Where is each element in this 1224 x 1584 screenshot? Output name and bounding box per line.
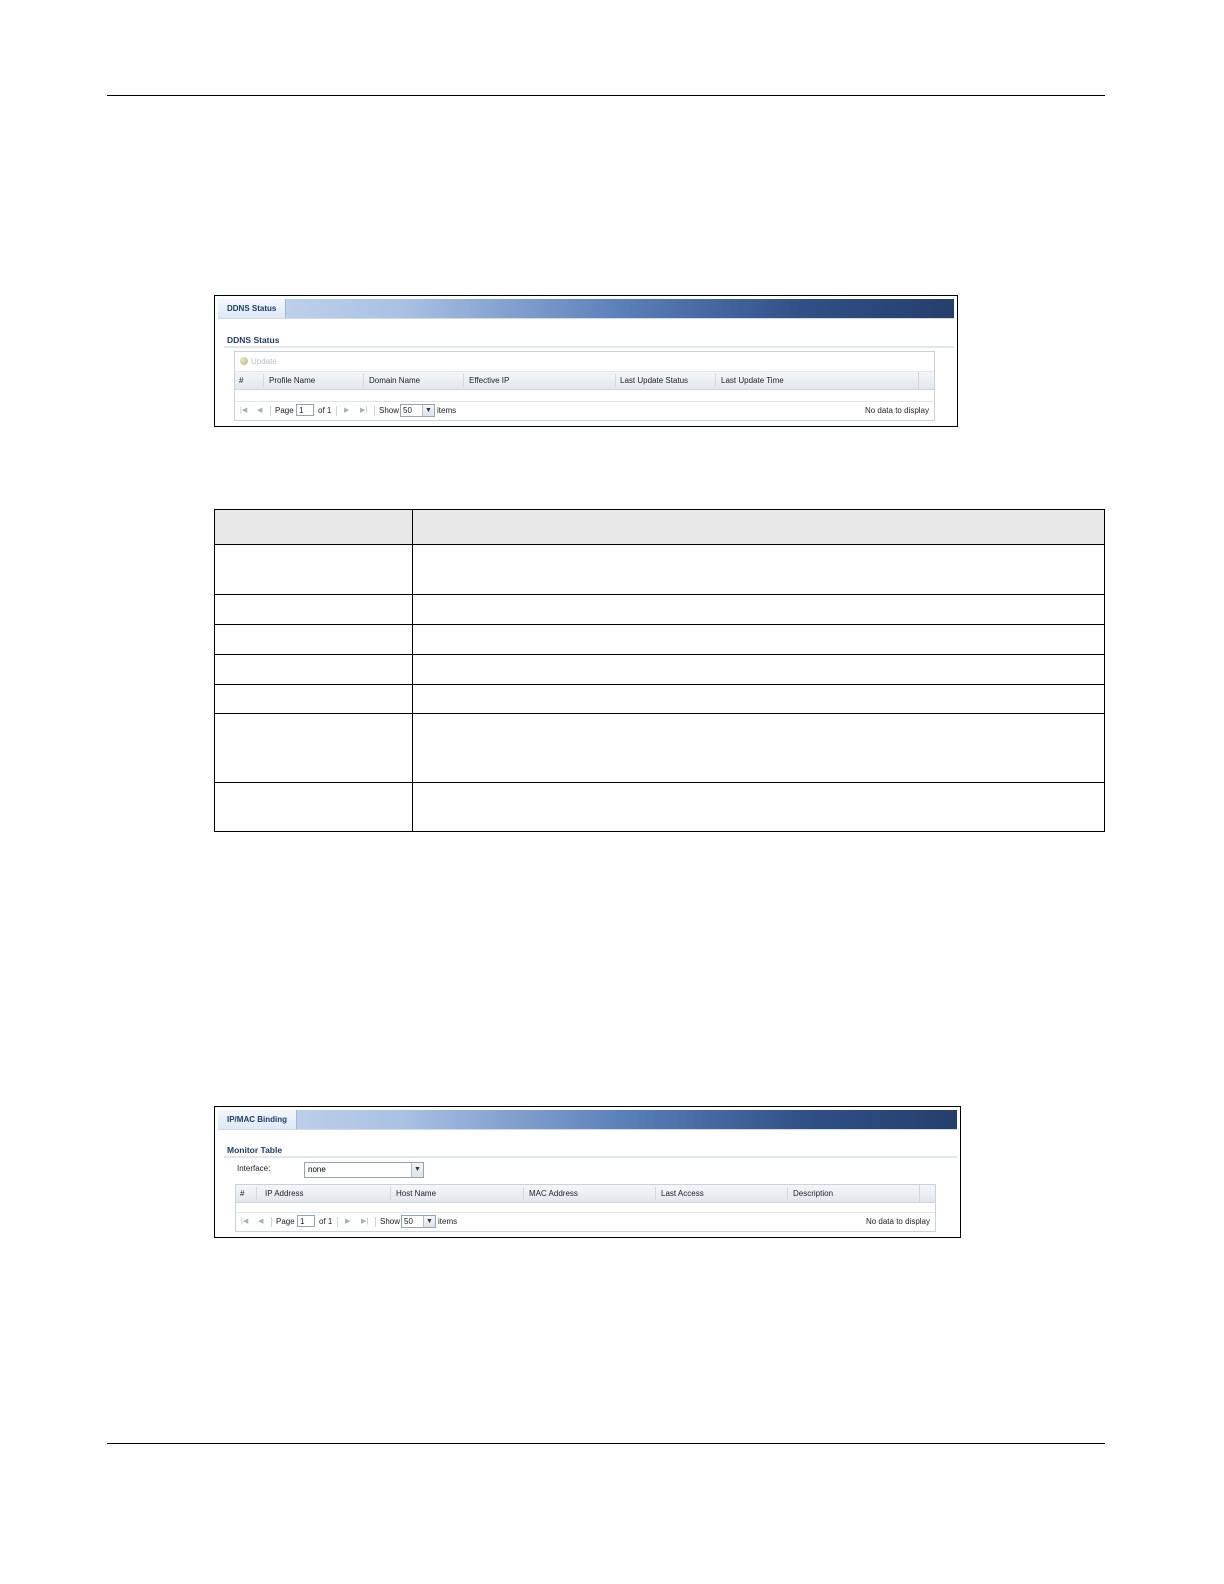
first-page-icon[interactable]: |◀ <box>240 407 248 414</box>
table-row <box>215 545 1105 595</box>
footer-rule <box>107 1443 1105 1444</box>
page-number-input[interactable]: 1 <box>297 1215 315 1227</box>
table-row <box>215 595 1105 625</box>
last-page-icon[interactable]: ▶| <box>361 1218 369 1225</box>
field-description-table <box>214 509 1105 832</box>
column-header[interactable]: Last Update Time <box>721 376 784 385</box>
section-title: DDNS Status <box>227 335 280 345</box>
update-button[interactable]: Update <box>251 357 277 366</box>
no-data-message: No data to display <box>865 1217 930 1226</box>
column-header[interactable]: Last Access <box>661 1189 704 1198</box>
no-data-message: No data to display <box>864 406 929 415</box>
column-header[interactable]: Last Update Status <box>620 376 689 385</box>
items-label: items <box>437 406 457 415</box>
interface-value: none <box>308 1165 326 1174</box>
first-page-icon[interactable]: |◀ <box>241 1218 249 1225</box>
column-header[interactable]: Description <box>793 1189 834 1198</box>
chevron-down-icon[interactable]: ▼ <box>422 405 434 416</box>
page-label: Page <box>275 406 294 415</box>
items-label: items <box>438 1217 458 1226</box>
chevron-down-icon[interactable]: ▼ <box>423 1216 435 1227</box>
ddns-status-screenshot <box>214 295 958 427</box>
tab-ip-mac-binding[interactable]: IP/MAC Binding <box>218 1110 297 1129</box>
pagination-bar <box>236 1212 935 1231</box>
chevron-down-icon[interactable]: ▼ <box>411 1163 423 1177</box>
table-row <box>215 625 1105 655</box>
prev-page-icon[interactable]: ◀ <box>257 407 263 414</box>
update-icon <box>240 357 248 365</box>
page-label: Page <box>276 1217 295 1226</box>
tab-bar <box>218 1110 957 1129</box>
column-header[interactable]: # <box>239 376 244 385</box>
grid-header <box>235 372 934 390</box>
next-page-icon[interactable]: ▶ <box>344 407 350 414</box>
last-page-icon[interactable]: ▶| <box>360 407 368 414</box>
column-header[interactable]: MAC Address <box>529 1189 578 1198</box>
ddns-grid <box>234 351 935 421</box>
table-row <box>215 714 1105 783</box>
table-row <box>215 655 1105 685</box>
show-label: Show <box>380 1217 401 1226</box>
tab-ddns-status[interactable]: DDNS Status <box>218 299 286 318</box>
page-number-input[interactable]: 1 <box>296 404 314 416</box>
interface-label: Interface: <box>237 1164 271 1173</box>
column-header[interactable]: IP Address <box>265 1189 304 1198</box>
page-size-select[interactable] <box>401 1215 436 1228</box>
column-header[interactable]: Host Name <box>396 1189 437 1198</box>
prev-page-icon[interactable]: ◀ <box>258 1218 264 1225</box>
next-page-icon[interactable]: ▶ <box>345 1218 351 1225</box>
column-header[interactable]: Effective IP <box>469 376 510 385</box>
page-size-value: 50 <box>404 1217 413 1226</box>
interface-select[interactable] <box>304 1162 424 1178</box>
show-label: Show <box>379 406 400 415</box>
column-header[interactable]: Domain Name <box>369 376 421 385</box>
pagination-bar <box>235 401 934 420</box>
page-size-value: 50 <box>403 406 412 415</box>
column-header[interactable]: # <box>240 1189 245 1198</box>
monitor-grid <box>235 1184 936 1232</box>
grid-toolbar <box>235 352 934 372</box>
section-title: Monitor Table <box>227 1145 283 1155</box>
grid-header <box>236 1185 935 1203</box>
page-count: of 1 <box>319 1217 333 1226</box>
ipmac-binding-screenshot <box>214 1106 961 1238</box>
page-size-select[interactable] <box>400 404 435 417</box>
page-count: of 1 <box>318 406 332 415</box>
table-row <box>215 685 1105 714</box>
table-header-row <box>215 510 1105 545</box>
table-row <box>215 783 1105 832</box>
column-header[interactable]: Profile Name <box>269 376 316 385</box>
tab-bar <box>218 299 954 318</box>
header-rule <box>107 95 1105 96</box>
